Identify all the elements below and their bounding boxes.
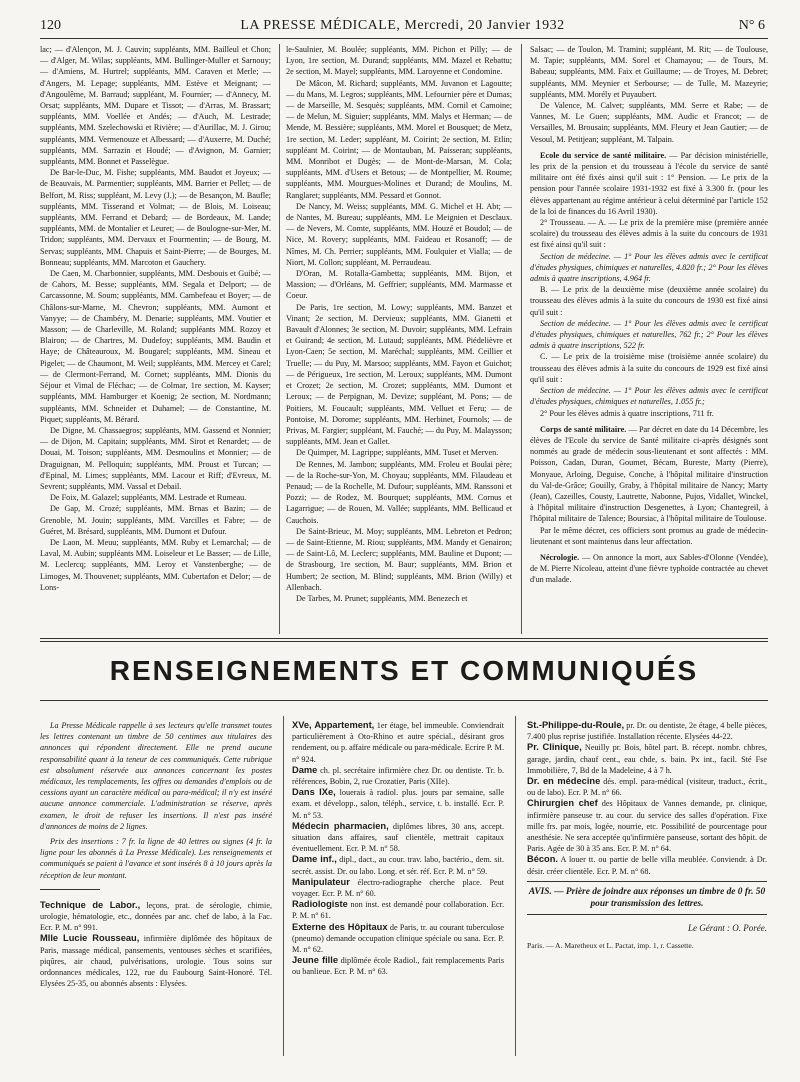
- paragraph: De Nancy, M. Weiss; suppléants, MM. G. Michel et H. Abt; — de Nantes, M. Bureau; suppléants, MM. Le Meignien et Desclaux. — de Nevers, M. Comte, suppléants, MM. Houzé et Boudol; — de Nice, M. Rovery; suppléants, MM. Faideau et Rosanoff; — de Nîmes, M. Ch. Perrier; suppléants, MM. Foulquier et Vialla; — de Niort, M. Collon; suppléant, M. Perraudeau.: [286, 201, 512, 267]
- ad-text: diplômée école Radiol., fait remplacements Paris ou banlieue. Ecr. P. M. n° 63.: [292, 956, 504, 977]
- ad-heading: Jeune fille: [292, 955, 339, 966]
- classified-ad: [292, 955, 504, 977]
- ad-heading: Manipulateur: [292, 876, 350, 887]
- paragraph: De Paris, 1re section, M. Lowy; suppléants, MM. Banzet et Vinant; 2e section, M. Dervieux; suppléants, MM. Gianetti et Bavault d'Alonnes; 3e section, M. Duvoir; suppléants, MM. Lefrain et Guirand; 4e section, M. Lutaud; suppléants, MM. Piédelièvre et Lyon-Caen; 5e section, M. Maréchal; suppléants, MM. Ceillier et Truelle; — du Puy, M. Marsoo; suppléants, MM. Fayon et Guichot; — de Périgueux, 1re section, M. Leroux; suppléants, MM. Dumont et Crozet; 2e section, M. Crozet; suppléants, MM. Dumont et Leroux; — de Perpignan, M. Devize; suppléant, M. Pons; — de Poitiers, M. Foucault; suppléants, MM. Velluet et Feru; — de Pontoise, M. Dorome; suppléants, MM. Herbinet, Fournols; — de Privas, M. Fargier; suppléant, M. Fauché; — du Puy, M. Malaysson; suppléants, MM. Jean et Gallet.: [286, 302, 512, 447]
- notice-prices: Prix des insertions : 7 fr. la ligne de 40 lettres ou signes (4 fr. la ligne pour les abonnés à La Presse Médicale). Les renseignements et communiqués se paient à l'avance et sont insérés 8 à 10 jours après la réception de leur montant.: [40, 837, 272, 880]
- top-column-3: [530, 44, 768, 634]
- ad-heading: Dr. en médecine: [527, 776, 601, 787]
- classified-ad: [40, 900, 272, 934]
- classified-ad: [40, 933, 272, 989]
- paragraph: Section de médecine. — 1° Pour les élèves admis avec le certificat d'études physiques, chimiques et naturelles, 762 fr.; 2° Pour les élèves admis à quatre inscriptions, 522 fr.: [530, 318, 768, 351]
- classified-ad: [292, 720, 504, 765]
- header-rule: [40, 38, 768, 39]
- ad-text: louerais à radiol. plus. jours par semaine, salle exam. et développ., salon, téléph., service, t. b. installé. Ecr. P. M. n° 53.: [292, 788, 504, 820]
- paragraph: le-Saulnier, M. Boulée; suppléants, MM. Pichon et Pilly; — de Lyon, 1re section, M. Durand; suppléants, MM. Mazel et Rebattu; 2e section, M. Mayel; suppléants, MM. Laroyenne et Condomine.: [286, 45, 512, 77]
- ad-text: leçons, prat. de sérologie, chimie, urologie, hématologie, etc., données par anc. chef de labo, à la Fac. Ecr. P. M. n° 991.: [40, 900, 272, 933]
- classified-ad: [527, 776, 767, 798]
- news-heading: Corps de santé militaire.: [540, 424, 627, 434]
- separator: [40, 889, 100, 890]
- page-header: [40, 14, 765, 38]
- ad-text: de Paris, tr. au courant tuberculose (pneumo) demande occupation clinique spéciale ou sana. Ecr. P. M. n° 62.: [292, 922, 504, 955]
- section-rule: [40, 638, 768, 639]
- ad-heading: Dame inf.,: [292, 854, 337, 865]
- ad-text: pr. Dr. ou dentiste, 2e étage, 4 belle pièces, 7.400 plus reprise justifiée. Installation récente. Elysées 44-22.: [527, 721, 767, 742]
- classified-ad: [292, 899, 504, 921]
- column-divider: [515, 716, 516, 1056]
- news-item-ecole: [530, 150, 768, 217]
- ad-text: ch. pl. secrétaire infirmière chez Dr. ou dentiste. Tr. b. références, Bobin, 2, rue Crozatier, Paris (XIIe).: [292, 765, 504, 787]
- notice-intro: La Presse Médicale rappelle à ses lecteurs qu'elle transmet toutes les lettres contenant un timbre de 50 centimes aux titulaires des annonces qui répondent directement. Elle ne prend aucune responsabilité quant à la teneur de ces communiqués. Cette rubrique est absolument réservée aux annonces concernant les postes médicaux, les remplacements, les offres ou demandes d'emplois ou de cessions ayant un caractère médical ou para-médical; il n'y est inséré aucune annonce commerciale. L'administration se réserve, après examen, le droit de refuser les insertions. Il n'est pas inséré d'annonces de moins de 2 lignes.: [40, 721, 272, 831]
- classified-ad: [292, 922, 504, 956]
- ad-text: électro-radiographe cherche place. Peut voyager. Ecr. P. M. n° 60.: [292, 877, 504, 899]
- column-divider: [283, 716, 284, 1056]
- ad-heading: XVe, Appartement,: [292, 720, 375, 730]
- paragraph: De Foix, M. Galazel; suppléants, MM. Lestrade et Rumeau.: [50, 493, 247, 503]
- paragraph: De Caen, M. Charbonnier, suppléants, MM. Desbouis et Guibé; — de Cahors, M. Besse; suppléants, MM. Segala et Delport; — de Carcassonne, M. Soum; suppléants, MM. Cambefeau et Boyer; — de Châlons-sur-Marne, M. Chevron; suppléants, MM. Aumont et Vanyye; — de Chambéry, M. Denarie; suppléants, MM. Voutier et Masson; — de Charleville, M. Roland; suppléants MM. Rozoy et Blairon; — de Chartres, M. Dudefoy; suppléants, MM. Baudin et Haye; de Châteauroux, M. Bougarel; suppléants, MM. Sineau et Pigelet; — de Chaumont, M. Weil; suppléants, MM. Mercey et Carel; — de Clermont-Ferrand, M. Cornet; suppléants, MM. Dionis du Séjour et Vimal de Fléchac; — de Colmar, 1re section, M. Kayser; suppléants, MM. Hamburger et Koenig; 2e section, M. Nordmann; suppléants, MM. Schneider et Duhamel; — de Constantine, M. Piquet; suppléants, M. Bérard.: [40, 269, 271, 424]
- paragraph: Par le même décret, ces officiers sont promus au grade de médecin-lieutenant et sont maintenus dans leur affectation.: [530, 525, 768, 546]
- paragraph: De Laon, M. Meuu; suppléants, MM. Ruby et Lemarchal; — de Laval, M. Aubin; suppléants MM. Loiseleur et Le Basser; — de Lille, M. Leclercq; suppléants, MM. Leroy et Vanstenberghe; — de Limoges, M. Thouvenet; suppléants, MM. Cubertafon et Delor; — de Lons-: [40, 537, 271, 592]
- banner-rule: [40, 700, 768, 701]
- ad-text: non inst. est demandé pour collaboration. Ecr. P. M. n° 61.: [292, 900, 504, 921]
- classified-ad: [292, 821, 504, 855]
- ad-heading: Mlle Lucie Rousseau,: [40, 933, 140, 944]
- classified-ad: [527, 720, 767, 742]
- news-item-necrologie: [530, 552, 768, 586]
- paragraph: De Rennes, M. Jambon; suppléants, MM. Froleu et Boulai père; — de la Roche-sur-Yon, M. Choyau; suppléants, MM. Filaudeau et Penaud; — de la Rochelle, M. Dufour; suppléants, MM. Ranssoni et Pozzi; — de Rodez, M. Bourquet; suppléants, MM. Cornus et Lagarrigue; — de Rouen, M. Vallée; suppléants, MM. Bellicaud et Cauchois.: [286, 459, 512, 525]
- paragraph: B. — Le prix de la deuxième mise (deuxième année scolaire) du trousseau des élèves admis à la suite du concours de 1930 est fixé ainsi qu'il suit :: [530, 285, 768, 317]
- column-divider: [279, 44, 280, 634]
- paragraph: De Tarbes, M. Prunet; suppléants, MM. Benezech et: [296, 593, 468, 603]
- ad-heading: Dans IXe,: [292, 787, 336, 798]
- classified-ad: [292, 765, 504, 787]
- ad-heading: Externe des Hôpitaux: [292, 921, 388, 932]
- bottom-column-2: [292, 720, 504, 1050]
- classified-ad: [527, 742, 767, 776]
- ad-heading: Bécon.: [527, 854, 558, 865]
- paragraph: De Digne, M. Chassaegros; suppléants, MM. Gassend et Nonnier; — de Dijon, M. Capitain; suppléants, MM. Sirot et Renardet; — de Douai, M. Toison; suppléants, MM. Desmoulins et Monnier; — de Draguignan, M. Pelloquin; suppléants, MM. Proust et Turcan; — d'Epinal, M. Limes; suppléants, MM. Lacour et Riff; d'Evreux, M. Sevrent; suppléants, MM. Vassal et Debail.: [40, 425, 271, 491]
- news-body: — On annonce la mort, aux Sables-d'Olonne (Vendée), de M. Pierre Nicoleau, atteint d'une fièvre typhoïde contractée au chevet d'un malade.: [530, 552, 768, 585]
- top-column-2: [286, 44, 512, 634]
- bottom-column-1: [40, 720, 272, 1050]
- paragraph: 2° Trousseau. — A. — Le prix de la première mise (première année scolaire) du trousseau des élèves admis à la suite du concours de 1931 est fixé ainsi qu'il suit :: [530, 218, 768, 250]
- section-rule: [40, 641, 768, 642]
- news-item-corps: [530, 424, 768, 525]
- ad-text: diplômes libres, 30 ans, accept. situation dans affaires, sauf clientèle, mettrait capitaux éventuellement. Ecr. P. M. n° 58.: [292, 821, 504, 854]
- ad-heading: Pr. Clinique,: [527, 742, 582, 753]
- paragraph: C. — Le prix de la troisième mise (troisième année scolaire) du trousseau des élèves admis à la suite du concours de 1929 est fixé ainsi qu'il suit :: [530, 352, 768, 384]
- paragraph: De Gap, M. Crozé; suppléants, MM. Brnas et Bazin; — de Grenoble, M. Jouin; suppléants, MM. Varcilles et Fabre; — de Guéret, M. Brésard, suppléants, MM. Dumont et Dufour.: [40, 504, 271, 536]
- top-column-1: [40, 44, 271, 634]
- news-heading: Ecole du service de santé militaire.: [540, 150, 667, 160]
- separator: [527, 881, 767, 882]
- classified-ad: [527, 854, 767, 876]
- issue-number: N° 6: [738, 18, 765, 33]
- gerant-line: Le Gérant : O. Porée.: [688, 922, 767, 933]
- ad-heading: Radiologiste: [292, 899, 348, 910]
- news-body: — Par décret en date du 14 Décembre, les élèves de l'Ecole du service de Santé militaire ci-après désignés sont nommés au grade de médecin sous-lieutenant et sont affectés : MM. Poisson, Cadan, Duran, Goumet, Bécam, Bureste, Marty (Pierre), Monyaue, Arloing, Deguise, Conche, à l'hôpital militaire d'instruction du Val-de-Grâce; Gouilly, Graby, à l'hôpital militaire de Nancy; Marty (Jean), Cazeilles, Cousty, Lautrette, Nabonne, Pujos, Vidallet, Winckel, à l'hôpital militaire d'instruction Desgenettes, à Lyon; Chantegreil, à l'hôpital militaire de Talence; Boursiac, à l'hôpital militaire de Toulouse.: [530, 424, 768, 524]
- paragraph: D'Oran, M. Rotalla-Gambetta; suppléants, MM. Bijon, et Massion; — d'Orléans, M. Geffrier; suppléants, MM. Marmasse et Coeur.: [286, 269, 512, 301]
- paragraph: Section de médecine. — 1° Pour les élèves admis avec le certificat d'études physiques, chimiques et naturelles, 4.820 fr.; 2° Pour les élèves admis à quatre inscriptions, 4.964 fr.: [530, 251, 768, 284]
- paragraph: Section de médecine. — 1° Pour les élèves admis avec le certificat d'études physiques, chimiques et naturelles, 1.055 fr.;: [530, 386, 768, 407]
- avis-notice: AVIS. — Prière de joindre aux réponses un timbre de 0 fr. 50 pour transmission des lettres.: [528, 886, 766, 909]
- paragraph: De Quimper, M. Lagrippe; suppléants, MM. Tuset et Merven.: [296, 448, 499, 458]
- paragraph: De Saint-Brieuc, M. Moy; suppléants, MM. Lebreton et Pedron; — de Saint-Etienne, M. Riou; suppléants, MM. Mandy et Genairon; — de Saint-Lô, M. Leclerc; suppléants, MM. Bauline et Dupont; — de Strasbourg, 1re section, M. Baur; suppléants, MM. Brion et Humbert; 2e section, M. Blind; suppléants, MM. Brion (Willy) et Allenbach.: [286, 526, 512, 592]
- ad-text: infirmière diplômée des hôpitaux de Paris, massage médical, pansements, ventouses sèches et scarifiées, piqûres, air chaud, pulvérisations, urologie. Tous soins sur ordonnances médicales, 122, rue du Faubourg Saint-Honoré. Tél. Elysées 25-35, ou abonnés absents : Elysées.: [40, 934, 272, 989]
- ad-heading: Chirurgien chef: [527, 798, 598, 809]
- bottom-column-3: [527, 720, 767, 1050]
- ad-heading: Technique de Labor.,: [40, 899, 141, 910]
- classified-ad: [527, 798, 767, 854]
- paragraph: De Bar-le-Duc, M. Fishe; suppléants, MM. Baudot et Joyeux; — de Beauvais, M. Parmentier; suppléants, MM. Barrier et Pellet; — de Belfort, M. Riss; suppléant, M. Levy (J.); — de Besançon, M. Baufle; suppléants, MM. Tisserand et Volmat; — de Blois, M. Loiseau; suppléants, MM. Ferrand et Debard; — de Bordeaux, M. Lande; suppléants, MM. de Montalier et Leuret; — de Boulogne-sur-Mer, M. Tridon; suppléants, MM. Dervaux et Fourmentin; — de Bourg, M. Servas; suppléants, MM. Chapuis et Saint-Pierre; — de Bourges, M. Bonneau; suppléants, MM. Marcoton et Gauchery.: [40, 168, 271, 267]
- separator: [527, 914, 767, 915]
- section-banner: RENSEIGNEMENTS ET COMMUNIQUÉS: [109, 655, 699, 686]
- news-body: — Par décision ministérielle, les prix de la pension et du trousseau à l'école du service de santé militaire ont été fixés ainsi qu'il suit : 1° Pension. — Le prix de la pension pour l'année scolaire 1931-1932 est fixé à 3.300 fr. (pour les élèves appartenant au régime antérieur à celui déterminé par l'article 152 de la loi de finances du 16 Avril 1930).: [530, 150, 768, 216]
- ad-heading: Dame: [292, 764, 318, 775]
- news-heading: Nécrologie.: [540, 552, 580, 562]
- ad-heading: Médecin pharmacien,: [292, 820, 389, 831]
- ad-text: des Hôpitaux de Vannes demande, pr. clinique, infirmière panseuse tr. au cour. du service des salles d'opération. Fixe mille frs. par mois, logée, nourrie, etc. Possibilité de pourcentage pour anesthésie. Ne sera acceptée qu'infirmière panseuse, sortant des hôpit. de Paris. Agée de 30 à 35 ans. Ecr. P. M. n° 64.: [527, 799, 767, 854]
- classified-ad: [292, 787, 504, 821]
- column-divider: [521, 44, 522, 634]
- paragraph: 2° Pour les élèves admis à quatre inscriptions, 711 fr.: [540, 408, 714, 418]
- ad-heading: St.-Philippe-du-Roule,: [527, 720, 625, 730]
- ad-text: dés. empl. para-médical (visiteur, traduct., écrit., ou de labo). Ecr. P. M. n° 66.: [527, 777, 767, 798]
- classified-ad: [292, 877, 504, 899]
- page-number: 120: [40, 18, 61, 33]
- paragraph: Salsac; — de Toulon, M. Tramini; suppléant, M. Rit; — de Toulouse, M. Tapie; suppléants, MM. Sorel et Chamayou; — de Tours, M. Babeau; suppléants, MM. Faix et Guillaume; — de Troyes, M. Debret; suppléants, MM. Meynier et Serbourse; — de Tulle, M. Mazeyrie; suppléants, MM. Morély et Puyaubert.: [530, 45, 768, 99]
- paragraph: lac; — d'Alençon, M. J. Cauvin; suppléants, MM. Bailleul et Chon; — d'Alger, M. Wilas; suppléants, MM. Bullinger-Muller et Sarnouy; — d'Amiens, M. Hurtrel; suppléants, MM. Caraven et Merle; — d'Angers, M. Lepage; suppléants, MM. Estève et Meignant; — d'Angoulême, M. Barraud; suppléant, M. Fournier; — d'Annecy, M. Orsat; suppléants, MM. Dupare et Tissot; — d'Arras, M. Brassart; suppléants, MM. Voellée et Andés; — d'Auch, M. Lestrade; suppléants, MM. Szelechowski et Rivière; — d'Aurillac, M. J. Girou; suppléants, MM. Vermenouze et Albessard; — d'Auxerre, M. Duché; suppléants, MM. Sarrazin et Houdé; — d'Avignon, M. Garnier; suppléants, MM. Bonnet et Passelègue.: [40, 45, 271, 167]
- journal-title: LA PRESSE MÉDICALE, Mercredi, 20 Janvier 1932: [240, 18, 565, 33]
- ad-text: 1er étage, bel immeuble. Conviendrait particulièrement à Oto-Rhino et autre spécial., désirant gros rendement, ou p. affaire médicale ou para-médicale. Ecrire P. M. n° 924.: [292, 721, 504, 764]
- ad-text: A louer tt. ou partie de belle villa meublée. Conviendr. à Dr. désir. créer clientèle. Ecr. P. M. n° 68.: [527, 855, 767, 876]
- ad-text: dipl., dact., au cour. trav. labo, bactério., dem. sit. secrét. assist. Dr. ou labo. Long. et sér. réf. Ecr. P. M. n° 59.: [292, 855, 504, 876]
- paragraph: De Valence, M. Calvet; suppléants, MM. Serre et Rabe; — de Vannes, M. Le Guen; suppléants, MM. Audic et Francot; — de Versailles, M. Brousain; suppléants, MM. Fleury et Jean Gautier; — de Vesoul, M. Petitjean; suppléant, M. Talpain.: [530, 101, 768, 144]
- printer-line: Paris. — A. Maretheux et L. Pactat, imp. 1, r. Cassette.: [527, 941, 694, 951]
- paragraph: De Mâcon, M. Richard; suppléants, MM. Juvanon et Lagoutte; — du Mans, M. Legros; suppléants, MM. Lefournier père et Dumas; — de Marseille, M. Sesquès; suppléants, MM. Cornil et Camoine; — de Melun, M. Siguier; suppléants, MM. Malys et Herman; — de Mende, M. Bessière; suppléants, MM. Morel et Bousquet; de Metz, 1re section, M. Leder; suppléant, M. Coirint; 2e section, M. Etlin; suppléant M. Coirint; — de Montauban, M. Paisseran; suppléants, MM. Monribot et Dugès; — de Mont-de-Marsan, M. Cola; suppléants, MM. d'Users et Betous; — de Montpellier, M. Roume; suppléants, MM. Mourgues-Molines et Durand; de Moulins, M. Ranglaret; suppléants, MM. Pessard et Gonnot.: [286, 78, 512, 200]
- classified-ad: [292, 854, 504, 876]
- ad-text: Neuilly pr. Bois, hôtel part. B. récept. nombr. chbres, garage, jardin, chauf cent., eau chde, s. bain. Px int., facil. Sté Fse Immobilière, 7, Bd de la Madeleine, 4 à 7 h.: [527, 743, 767, 775]
